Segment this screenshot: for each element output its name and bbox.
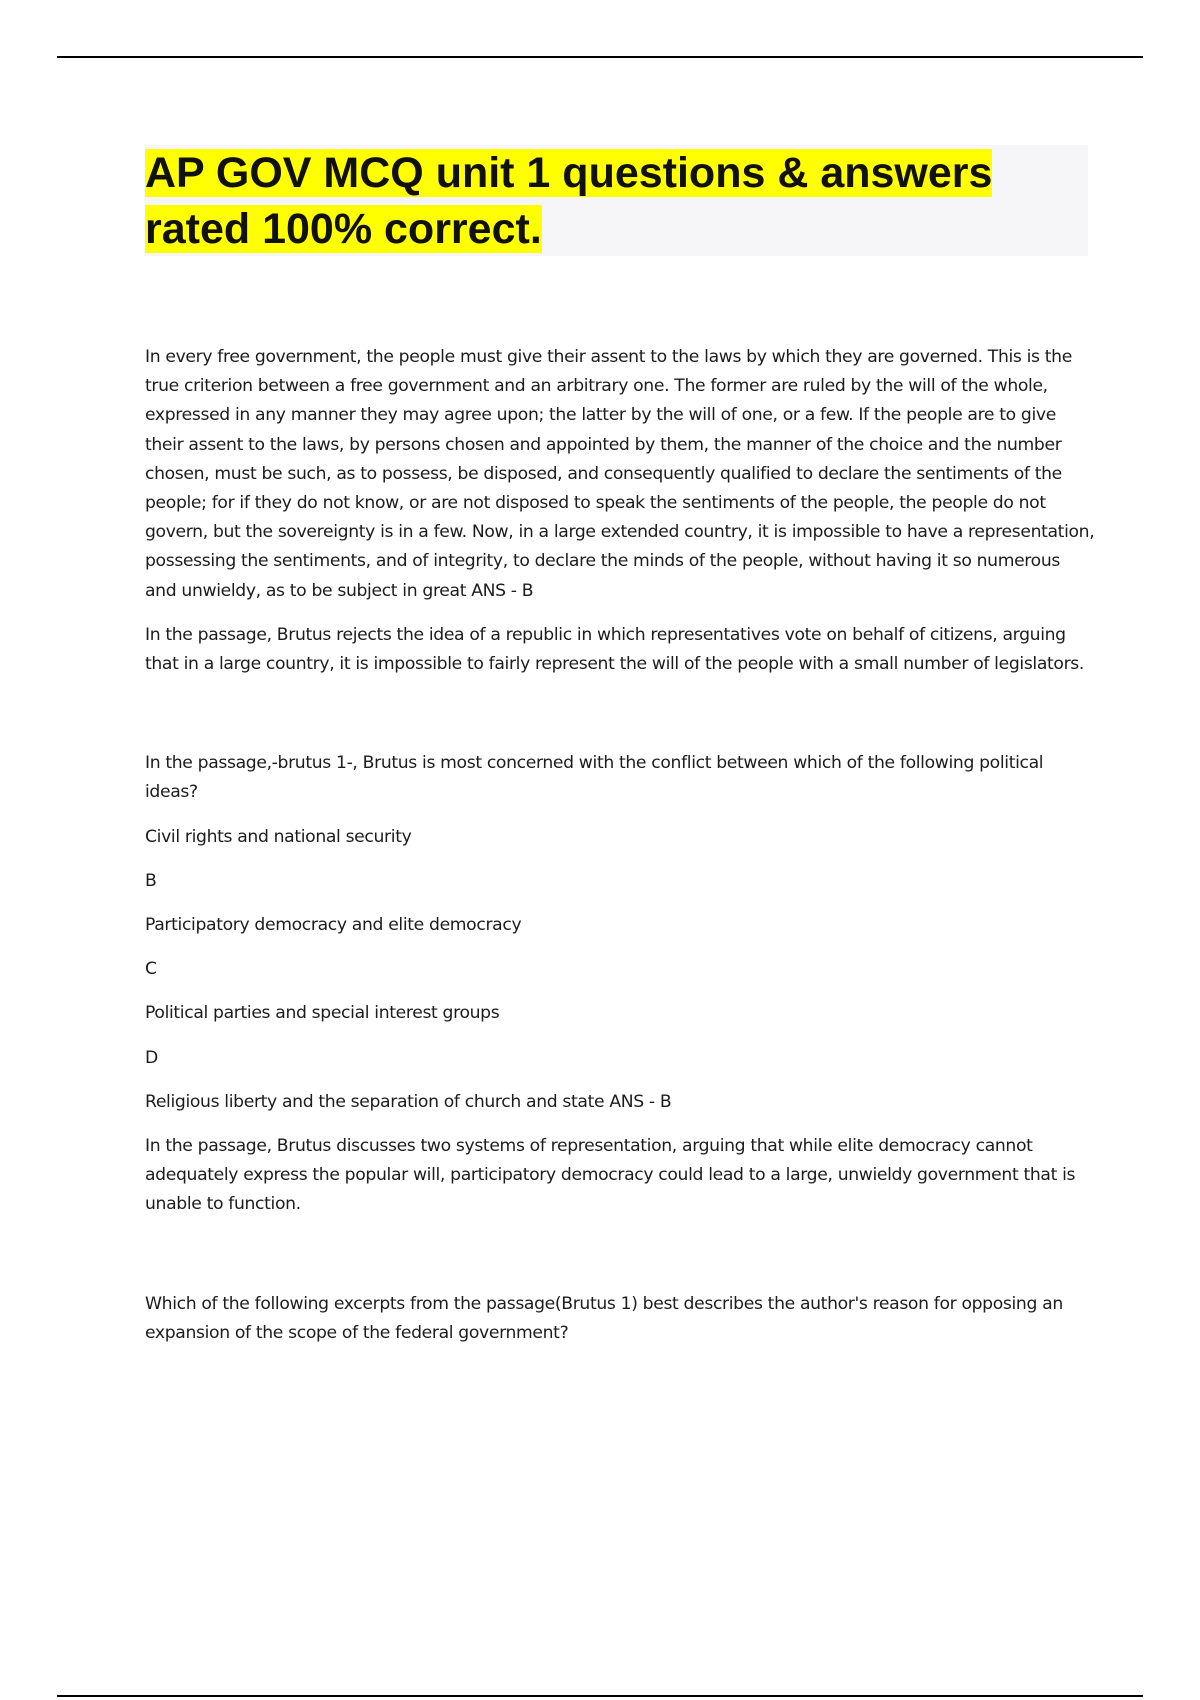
answer-option: Participatory democracy and elite democracy (145, 915, 522, 936)
explanation-paragraph: In the passage, Brutus rejects the idea of a republic in which representatives vote on behalf of citizens, arguing that in a large country, it is impossible to fairly represent the will of the people with a small number of legislators. (145, 624, 1085, 675)
option-letter: C (145, 959, 157, 980)
option-letter: B (145, 870, 157, 891)
top-rule (57, 56, 1143, 58)
option-letter: D (145, 1047, 158, 1068)
explanation-paragraph: In the passage, Brutus discusses two systems of representation, arguing that while elite democracy cannot adequately express the popular will, participatory democracy could lead to a large, unwieldy government that is unable to function. (145, 1136, 1076, 1215)
passage-paragraph: In every free government, the people must give their assent to the laws by which they are governed. This is the true criterion between a free government and an arbitrary one. The former are ruled by the will of the whole, expressed in any manner they may agree upon; the latter by the will of one, or a few. If the people are to give their assent to the laws, by persons chosen and appointed by them, the manner of the choice and the number chosen, must be such, as to possess, be disposed, and consequently qualified to declare the sentiments of the people; for if they do not know, or are not disposed to speak the sentiments of the people, the people do not govern, but the sovereignty is in a few. Now, in a large extended country, it is impossible to have a representation, possessing the sentiments, and of integrity, to declare the minds of the people, without having it so numerous and unwieldy, as to be subject in great ANS - B (145, 347, 1095, 601)
title-highlight: AP GOV MCQ unit 1 questions & answers rated 100% correct. (145, 149, 993, 253)
answer-option: Civil rights and national security (145, 826, 412, 847)
answer-option: Political parties and special interest groups (145, 1003, 500, 1024)
document-body (145, 343, 1095, 1363)
question-paragraph: In the passage,-brutus 1-, Brutus is most concerned with the conflict between which of the following political ideas? (145, 753, 1044, 803)
bottom-rule (57, 1695, 1143, 1697)
question-paragraph: Which of the following excerpts from the passage(Brutus 1) best describes the author's reason for opposing an expansion of the scope of the federal government? (145, 1293, 1063, 1343)
answer-option: Religious liberty and the separation of church and state ANS - B (145, 1091, 672, 1112)
document-title (145, 145, 1088, 257)
